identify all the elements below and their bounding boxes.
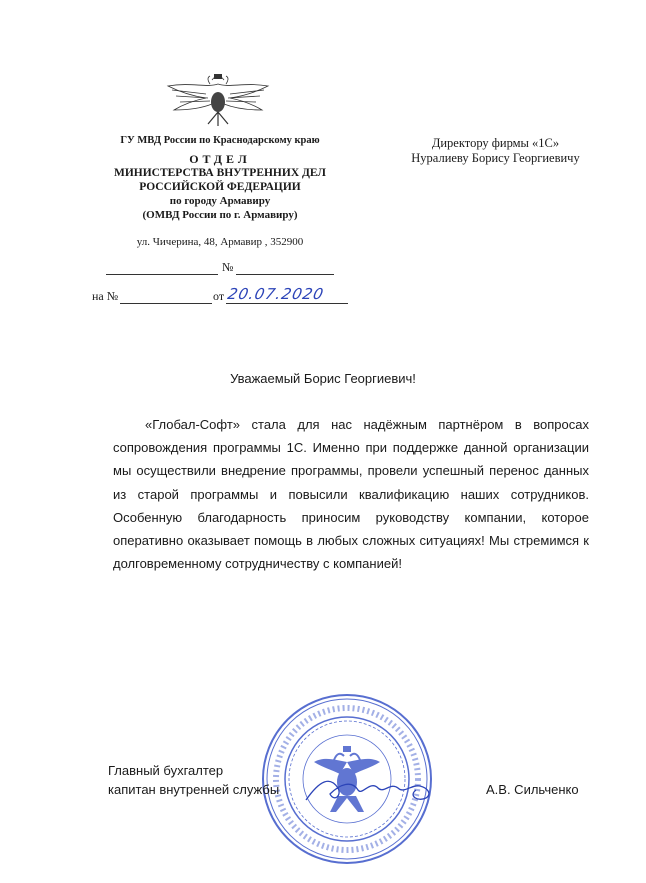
from-label: от [213, 289, 225, 303]
eagle-emblem-icon [162, 70, 274, 128]
handwritten-signature-icon [300, 770, 440, 810]
signer-position: Главный бухгалтер [108, 763, 224, 778]
addressee-block [388, 136, 603, 166]
ref-blank [120, 303, 212, 304]
ref-label: на № [92, 289, 119, 303]
department-title: ОТДЕЛ [189, 152, 251, 166]
letter-body: «Глобал-Софт» стала для нас надёжным партнёром в вопросах сопровождения программы 1С. Именно при поддержке данной организации мы осуществили внедрение программы, провели успешный перенос данных из старой программы и повысили квалификацию наших сотрудников. Особенную благодарность приносим руководству компании, которое оперативно оказывает помощь в любых сложных ситуациях! Мы стремимся к долговременному сотрудничеству с компанией! [113, 417, 589, 572]
addressee-line-2: Нуралиеву Борису Георгиевичу [411, 151, 580, 165]
signer-rank: капитан внутренней службы [108, 782, 280, 797]
reference-line [92, 285, 348, 307]
signer-name: А.В. Сильченко [486, 782, 579, 797]
address: ул. Чичерина, 48, Армавир , 352900 [136, 236, 304, 248]
greeting: Уважаемый Борис Георгиевич! [230, 371, 416, 386]
city-title: по городу Армавиру [169, 195, 271, 207]
short-name: (ОМВД России по г. Армавиру) [142, 209, 298, 221]
registration-line [106, 261, 334, 277]
ministry-title: МИНИСТЕРСТВА ВНУТРЕННИХ ДЕЛ [113, 167, 327, 179]
number-sign: № [222, 260, 234, 274]
reg-blank-left [106, 274, 218, 275]
date-blank [226, 303, 348, 304]
addressee-line-1: Директору фирмы «1С» [431, 136, 560, 150]
reg-blank-right [236, 274, 334, 275]
handwritten-date: 20.07.2020 [226, 285, 326, 303]
federation-title: РОССИЙСКОЙ ФЕДЕРАЦИИ [139, 181, 301, 193]
organization-name: ГУ МВД России по Краснодарскому краю [120, 135, 320, 146]
